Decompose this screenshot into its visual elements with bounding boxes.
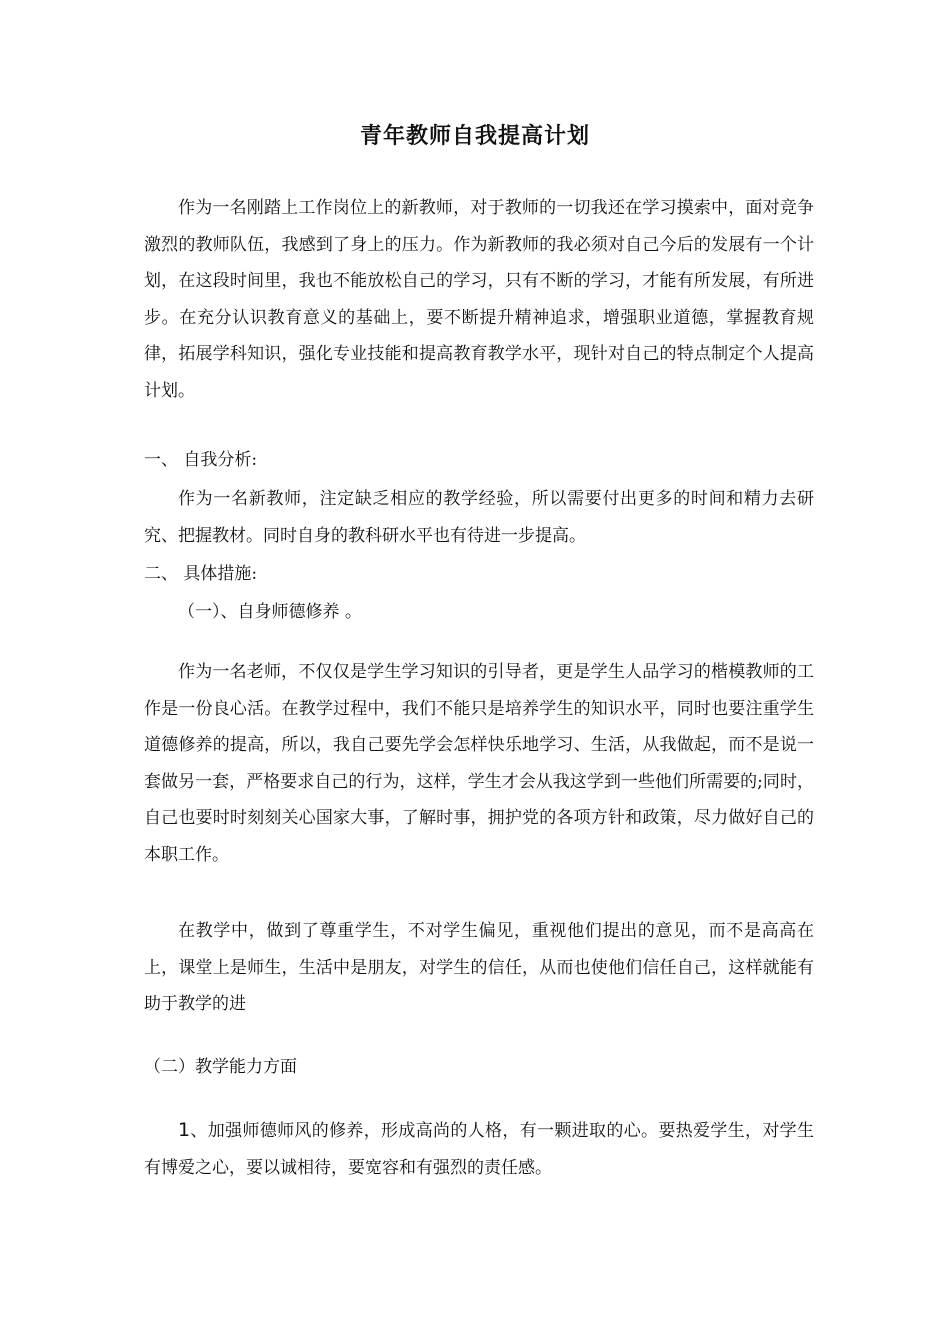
- subsection2-heading: （二）教学能力方面: [144, 1057, 297, 1077]
- subsection1-heading: （一）、自身师德修养 。: [178, 602, 362, 622]
- document-title: 青年教师自我提高计划: [359, 123, 590, 149]
- section1-paragraph: 作为一名新教师，注定缺乏相应的教学经验，所以需要付出更多的时间和精力去研究、把握教材。同时自身的教科研水平也有待进一步提高。: [144, 489, 814, 546]
- subsection1-paragraph-2: 在教学中，做到了尊重学生，不对学生偏见，重视他们提出的意见，而不是高高在上，课堂上是师生，生活中是朋友，对学生的信任，从而也使他们信任自己，这样就能有助于教学的进: [144, 921, 814, 1014]
- item-1-number: 1: [178, 1119, 191, 1141]
- item-1-text: 、加强师德师风的修养，形成高尚的人格，有一颗进取的心。要热爱学生，对学生有博爱之心，要以诚相待，要宽容和有强烈的责任感。: [144, 1121, 814, 1178]
- intro-paragraph: 作为一名刚踏上工作岗位上的新教师，对于教师的一切我还在学习摸索中，面对竞争激烈的教师队伍，我感到了身上的压力。作为新教师的我必须对自己今后的发展有一个计划，在这段时间里，我也不能放松自己的学习，只有不断的学习，才能有所发展，有所进步。在充分认识教育意义的基础上，要不断提升精神追求，增强职业道德，掌握教育规律，拓展学科知识，强化专业技能和提高教育教学水平，现针对自己的特点制定个人提高计划。: [144, 198, 814, 401]
- section1-heading: 一、 自我分析:: [144, 450, 258, 470]
- item-1-paragraph: [144, 1112, 814, 1186]
- section2-heading: 二、 具体措施:: [144, 564, 258, 584]
- subsection1-paragraph-1: 作为一名老师，不仅仅是学生学习知识的引导者，更是学生人品学习的楷模教师的工作是一份良心活。在教学过程中，我们不能只是培养学生的知识水平，同时也要注重学生道德修养的提高，所以，我自己要先学会怎样快乐地学习、生活，从我做起，而不是说一套做另一套，严格要求自己的行为，这样，学生才会从我这学到一些他们所需要的;同时，自己也要时时刻刻关心国家大事，了解时事，拥护党的各项方针和政策，尽力做好自己的本职工作。: [144, 662, 814, 865]
